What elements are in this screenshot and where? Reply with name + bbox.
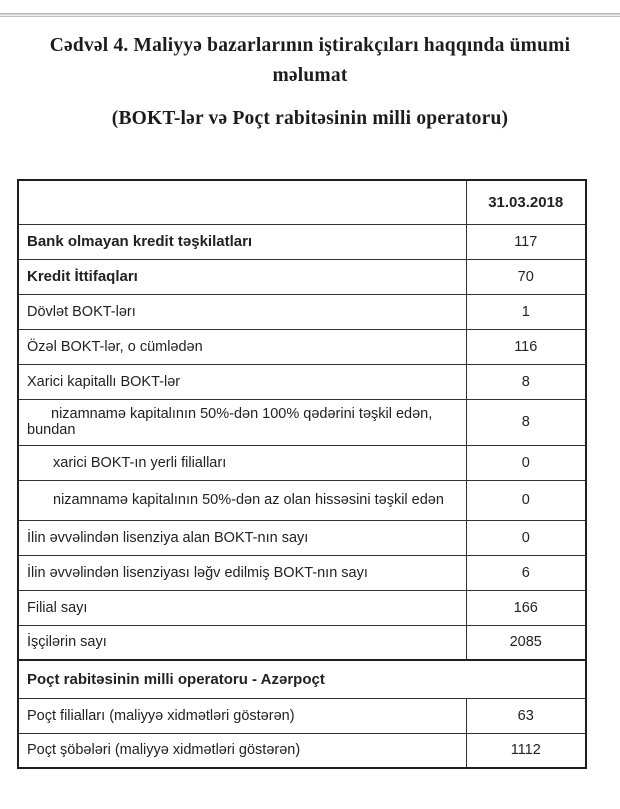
page-title (8, 31, 612, 91)
row-value: 0 (466, 480, 586, 520)
row-label (18, 399, 466, 445)
row-label: Bank olmayan kredit təşkilatları (18, 224, 466, 259)
column-header-date: 31.03.2018 (466, 180, 586, 224)
row-value: 8 (466, 364, 586, 399)
row-value: 8 (466, 399, 586, 445)
table-row-lisenziyasi-legv (18, 555, 586, 590)
table-row-iscilerin-sayi (18, 625, 586, 660)
table-row-ozel-bokt (18, 329, 586, 364)
table-section-azerpoct (18, 660, 586, 698)
row-value: 2085 (466, 625, 586, 660)
page-title-line1: Cədvəl 4. Maliyyə bazarlarının iştirakçıları haqqında ümumi (49, 35, 571, 56)
table-row-poct-filiallari (18, 698, 586, 733)
table-row-nizamname-50-100 (18, 399, 586, 445)
row-label: xarici BOKT-ın yerli filialları (18, 445, 466, 480)
financial-participants-table (17, 179, 587, 769)
row-label: İşçilərin sayı (18, 625, 466, 660)
table-row-kredit-ittifaqlari (18, 259, 586, 294)
table-row-xarici-bokt-filiallari (18, 445, 586, 480)
table-row-dovlet-bokt (18, 294, 586, 329)
row-value: 63 (466, 698, 586, 733)
row-value: 70 (466, 259, 586, 294)
row-value: 1112 (466, 733, 586, 768)
table-header-row (18, 180, 586, 224)
row-value: 1 (466, 294, 586, 329)
row-value: 117 (466, 224, 586, 259)
table-row-poct-sobeleri (18, 733, 586, 768)
table-row-nizamname-50-az (18, 480, 586, 520)
row-value: 116 (466, 329, 586, 364)
row-label-line2: bundan (27, 422, 76, 438)
row-label: İlin əvvəlindən lisenziyası ləğv edilmiş BOKT-nın sayı (18, 555, 466, 590)
table-row-xarici-kapitalli-bokt (18, 364, 586, 399)
page-subtitle: (BOKT-lər və Poçt rabitəsinin milli operatoru) (111, 108, 509, 129)
row-value: 0 (466, 520, 586, 555)
row-label: Filial sayı (18, 590, 466, 625)
top-divider-rule (0, 13, 620, 17)
row-value: 6 (466, 555, 586, 590)
row-value: 166 (466, 590, 586, 625)
row-label-line1: nizamnamə kapitalının 50%-dən 100% qədərini təşkil edən, (51, 406, 433, 422)
row-label: Poçt filialları (maliyyə xidmətləri göstərən) (18, 698, 466, 733)
row-label: nizamnamə kapitalının 50%-dən az olan hissəsini təşkil edən (18, 480, 466, 520)
table-row-lisenziya-alan (18, 520, 586, 555)
row-label: İlin əvvəlindən lisenziya alan BOKT-nın sayı (18, 520, 466, 555)
section-label: Poçt rabitəsinin milli operatoru - Azərpoçt (18, 660, 586, 698)
row-label: Poçt şöbələri (maliyyə xidmətləri göstərən) (18, 733, 466, 768)
header-empty-cell (18, 180, 466, 224)
page-title-line2: məlumat (272, 65, 348, 86)
row-label: Kredit İttifaqları (18, 259, 466, 294)
table-row-bank-olmayan (18, 224, 586, 259)
table-row-filial-sayi (18, 590, 586, 625)
row-label: Xarici kapitallı BOKT-lər (18, 364, 466, 399)
row-label: Özəl BOKT-lər, o cümlədən (18, 329, 466, 364)
row-value: 0 (466, 445, 586, 480)
row-label: Dövlət BOKT-lərı (18, 294, 466, 329)
